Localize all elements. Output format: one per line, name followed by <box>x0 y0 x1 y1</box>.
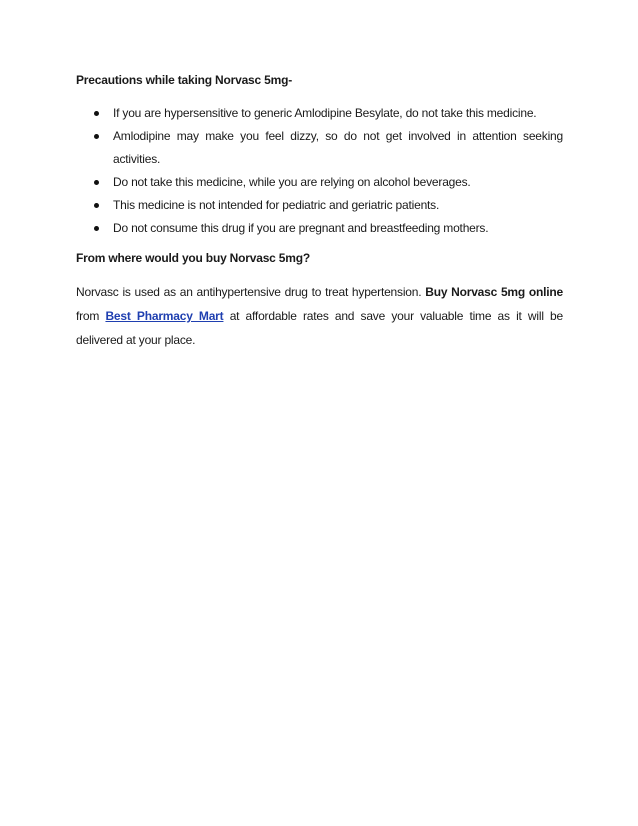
list-item-text: Do not take this medicine, while you are relying on alcohol beverages. <box>113 175 471 189</box>
paragraph-text: from <box>76 309 106 323</box>
best-pharmacy-mart-link[interactable]: Best Pharmacy Mart <box>105 309 224 323</box>
list-item-text: Do not consume this drug if you are pregnant and breastfeeding mothers. <box>113 221 489 235</box>
bullet-icon <box>94 226 99 231</box>
precautions-list <box>76 102 563 240</box>
bullet-icon <box>94 180 99 185</box>
where-to-buy-paragraph <box>76 280 563 352</box>
list-item-text: Amlodipine may make you feel dizzy, so do not get involved in attention seeking activities. <box>113 129 563 166</box>
list-item-text: If you are hypersensitive to generic Amlodipine Besylate, do not take this medicine. <box>113 106 537 120</box>
paragraph-text: at affordable rates and save your valuable time as it will be delivered at your place. <box>76 309 563 347</box>
list-item <box>76 217 563 240</box>
bullet-icon <box>94 134 99 139</box>
list-item-text: This medicine is not intended for pediatric and geriatric patients. <box>113 198 440 212</box>
list-item <box>76 125 563 171</box>
precautions-heading: Precautions while taking Norvasc 5mg- <box>76 73 293 87</box>
bullet-icon <box>94 111 99 116</box>
document-page <box>76 72 563 352</box>
list-item <box>76 194 563 217</box>
bullet-icon <box>94 203 99 208</box>
paragraph-bold-text: Buy Norvasc 5mg online <box>425 285 564 299</box>
where-to-buy-heading: From where would you buy Norvasc 5mg? <box>76 251 310 265</box>
list-item <box>76 102 563 125</box>
paragraph-text: Norvasc is used as an antihypertensive drug to treat hypertension. <box>76 285 426 299</box>
list-item <box>76 171 563 194</box>
